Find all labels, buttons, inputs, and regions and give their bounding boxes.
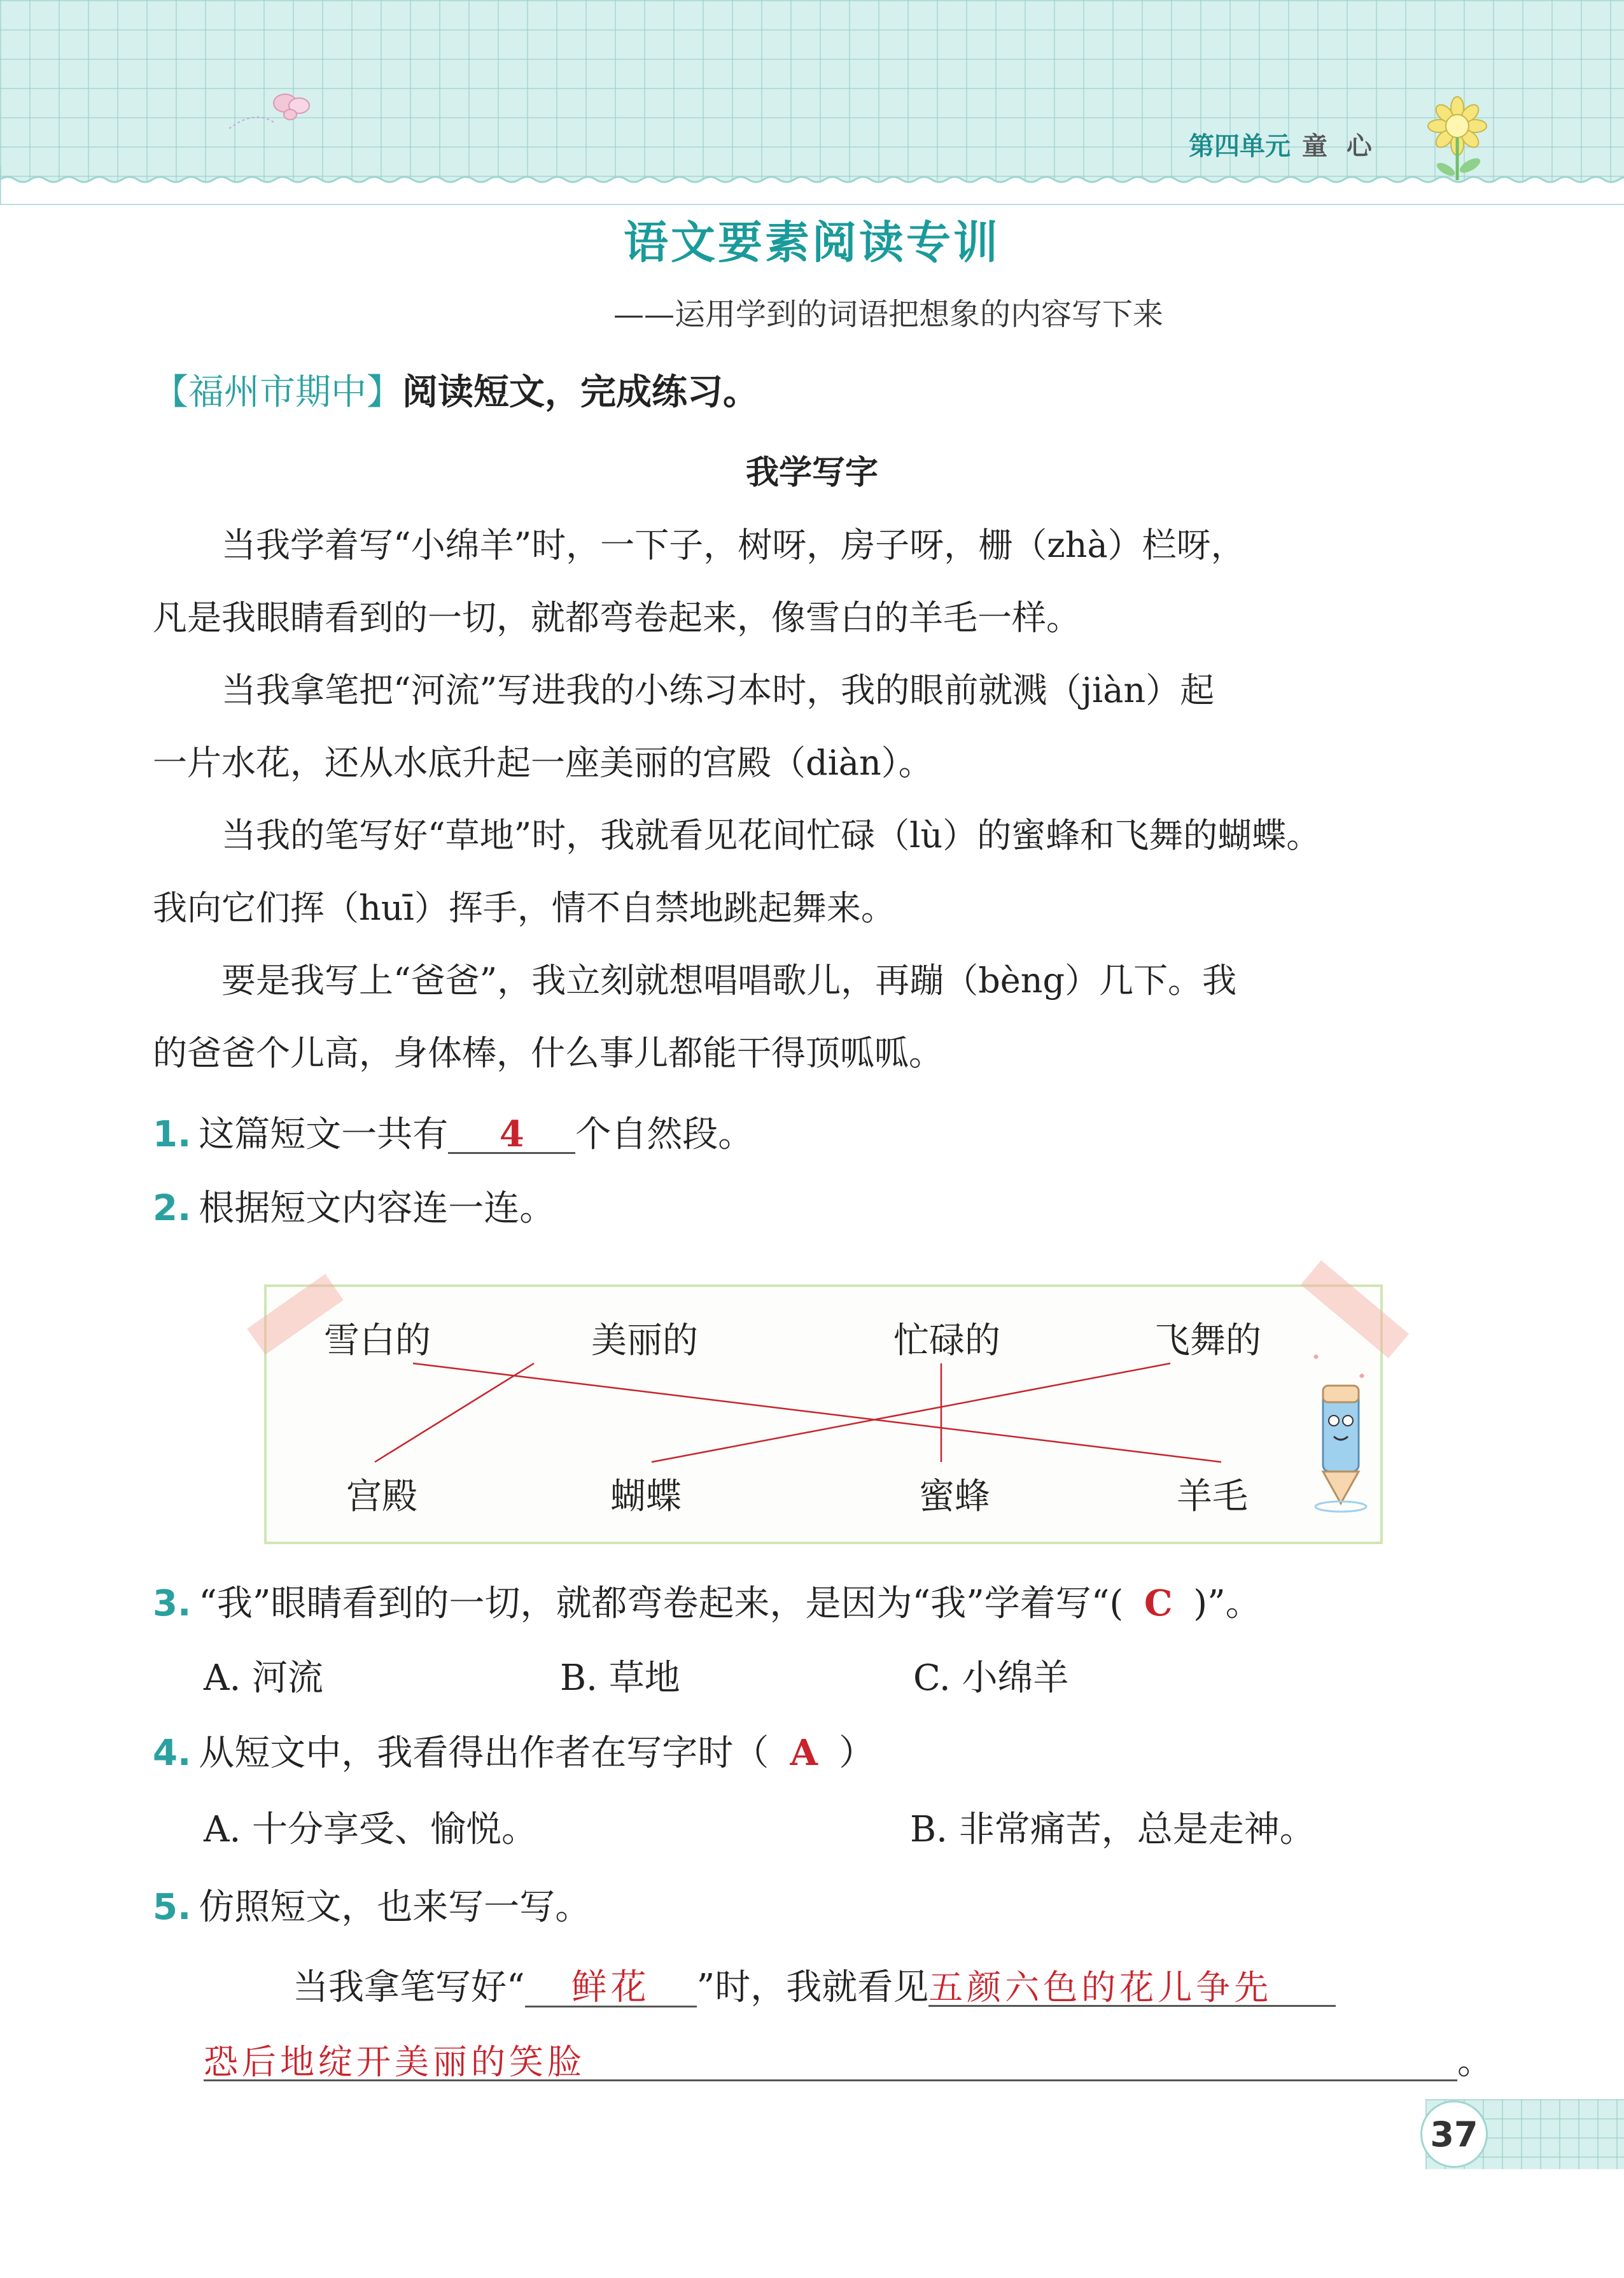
answer-choice[interactable]: A: [790, 1732, 818, 1774]
exercise-intro: [153, 364, 759, 415]
writing-end: 。: [1457, 2041, 1493, 2083]
question-text: ）: [839, 1733, 875, 1774]
question-1: [153, 1106, 753, 1157]
question-2: [153, 1180, 555, 1231]
option-b[interactable]: B. 非常痛苦，总是走神。: [910, 1809, 1315, 1850]
match-bottom-word[interactable]: 宫殿: [346, 1476, 417, 1517]
question-3: [153, 1575, 1261, 1626]
question-5: [153, 1879, 591, 1930]
unit-name: 童 心: [1302, 132, 1377, 161]
question-text: )”。: [1193, 1583, 1261, 1624]
question-text: “我”眼睛看到的一切，就都弯卷起来，是因为“我”学着写“(: [199, 1583, 1124, 1624]
passage-paragraph-4: [153, 945, 1489, 1090]
header-wave-border: [0, 167, 1624, 205]
match-top-word[interactable]: 忙碌的: [893, 1320, 1000, 1361]
option-a[interactable]: A. 河流: [204, 1657, 324, 1699]
paragraph-line: 当我拿笔把“河流”写进我的小练习本时，我的眼前就溅（jiàn）起: [153, 670, 1215, 710]
exercise-source: 【福州市期中】: [153, 372, 402, 413]
match-line: [375, 1363, 534, 1462]
writing-line-1: [293, 1959, 1336, 2010]
unit-number: 第四单元: [1189, 132, 1291, 161]
pencil-mascot-icon: [1301, 1351, 1377, 1516]
paragraph-line: 的爸爸个儿高，身体棒，什么事儿都能干得顶呱呱。: [153, 1033, 943, 1073]
question-text: 仿照短文，也来写一写。: [199, 1887, 591, 1928]
match-line: [652, 1363, 1170, 1462]
writing-prompt: 当我拿笔写好“: [293, 1967, 525, 2008]
question-text: 根据短文内容连一连。: [199, 1188, 556, 1229]
question-number: 3.: [153, 1583, 192, 1624]
page-number: 37: [1420, 2100, 1488, 2168]
writing-answer-line[interactable]: 五颜六色的花儿争先: [928, 1971, 1336, 2007]
paragraph-line: 当我学着写“小绵羊”时，一下子，树呀，房子呀，栅（zhà）栏呀，: [153, 525, 1245, 565]
answer-choice[interactable]: C: [1144, 1582, 1173, 1624]
passage-paragraph-3: [153, 799, 1489, 945]
match-bottom-word[interactable]: 蜜蜂: [919, 1476, 990, 1517]
question-number: 5.: [153, 1887, 192, 1928]
paragraph-line: 要是我写上“爸爸”，我立刻就想唱唱歌儿，再蹦（bèng）几下。我: [153, 960, 1237, 1001]
question-number: 4.: [153, 1733, 192, 1774]
question-text: 从短文中，我看得出作者在写字时（: [199, 1733, 769, 1774]
option-a[interactable]: A. 十分享受、愉悦。: [204, 1809, 538, 1850]
match-top-word[interactable]: 飞舞的: [1154, 1320, 1261, 1361]
passage-paragraph-2: [153, 654, 1489, 799]
match-bottom-word[interactable]: 羊毛: [1177, 1476, 1248, 1517]
writing-prompt: ”时，我就看见: [696, 1967, 929, 2008]
question-number: 2.: [153, 1188, 192, 1229]
passage-paragraph-1: [153, 509, 1489, 654]
passage-title: 我学写字: [745, 453, 878, 492]
matching-box: [264, 1284, 1383, 1544]
answer-blank[interactable]: 4: [448, 1116, 575, 1154]
question-text: 这篇短文一共有: [199, 1114, 449, 1155]
unit-label: [1189, 126, 1377, 162]
paragraph-line: 我向它们挥（huī）挥手，情不自禁地跳起舞来。: [153, 888, 895, 928]
match-top-word[interactable]: 美丽的: [591, 1320, 698, 1361]
question-4: [153, 1725, 874, 1776]
page-subtitle: ——运用学到的词语把想象的内容写下来: [613, 297, 1163, 332]
paragraph-line: 当我的笔写好“草地”时，我就看见花间忙碌（lù）的蜜蜂和飞舞的蝴蝶。: [153, 815, 1321, 855]
option-c[interactable]: C. 小绵羊: [913, 1657, 1069, 1699]
question-text: 个自然段。: [575, 1114, 754, 1155]
paragraph-line: 一片水花，还从水底升起一座美丽的宫殿（diàn）。: [153, 743, 933, 783]
option-b[interactable]: B. 草地: [560, 1657, 680, 1699]
writing-answer-line[interactable]: 恐后地绽开美丽的笑脸: [204, 2045, 1457, 2081]
match-bottom-word[interactable]: 蝴蝶: [610, 1476, 682, 1517]
match-line: [413, 1363, 1221, 1462]
paragraph-line: 凡是我眼睛看到的一切，就都弯卷起来，像雪白的羊毛一样。: [153, 598, 1081, 638]
butterfly-icon: [229, 84, 318, 135]
match-top-word[interactable]: 雪白的: [324, 1320, 431, 1361]
writing-line-2: [204, 2034, 1493, 2085]
question-number: 1.: [153, 1114, 192, 1155]
exercise-instruction: 阅读短文，完成练习。: [402, 371, 759, 413]
page-title: 语文要素阅读专训: [624, 216, 1000, 269]
flower-icon: [1419, 94, 1495, 183]
writing-blank[interactable]: 鲜花: [525, 1970, 697, 2007]
